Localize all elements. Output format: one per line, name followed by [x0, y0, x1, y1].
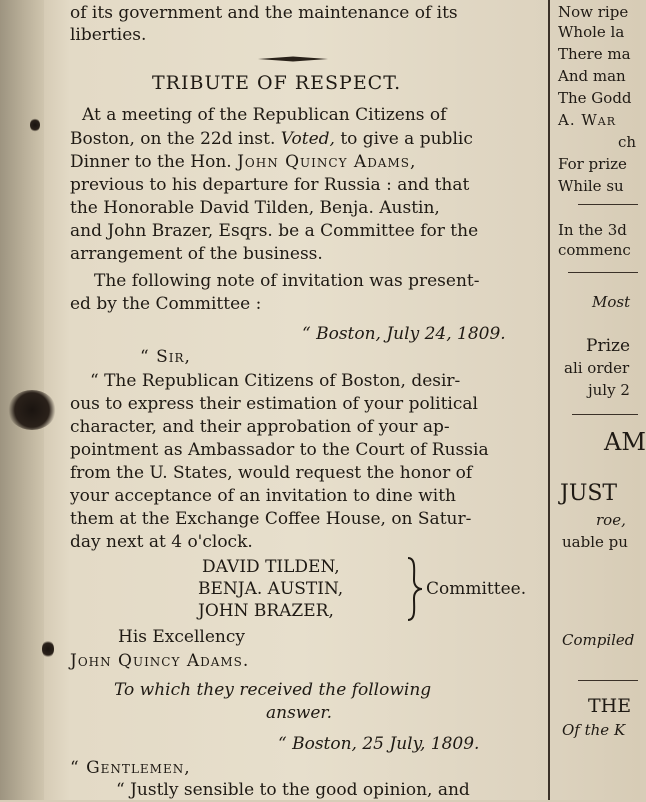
- text-line: ous to express their estimation of your political: [70, 394, 478, 414]
- addressee-name: John Quincy Adams.: [70, 651, 250, 671]
- signer: BENJA. AUSTIN,: [198, 579, 344, 599]
- dateline: “ Boston, 25 July, 1809.: [278, 734, 480, 754]
- text-line: Most: [592, 293, 631, 311]
- text-line: arrangement of the business.: [70, 244, 323, 264]
- text-line: Dinner to the Hon. John Quincy Adams,: [70, 152, 417, 172]
- text-line: day next at 4 o'clock.: [70, 532, 253, 552]
- text-line: Now ripe: [558, 3, 629, 21]
- text-line: Of the K: [562, 721, 626, 739]
- text-line: liberties.: [70, 25, 147, 45]
- text-line: answer.: [266, 703, 333, 723]
- ink-spot: [42, 640, 54, 658]
- text-line: ch: [618, 133, 637, 151]
- text-line: roe,: [596, 511, 626, 529]
- text-line: AM: [604, 428, 646, 456]
- text-line: There ma: [558, 45, 631, 63]
- text-line: The Godd: [558, 89, 632, 107]
- text-line: your acceptance of an invitation to dine with: [70, 486, 456, 506]
- text-line: While su: [558, 177, 624, 195]
- text-line: pointment as Ambassador to the Court of Russia: [70, 440, 489, 460]
- text-line: previous to his departure for Russia : and that: [70, 175, 470, 195]
- divider: [568, 272, 638, 273]
- ink-spot: [30, 118, 40, 132]
- main-column: [70, 0, 542, 800]
- text-line: Compiled: [562, 631, 635, 649]
- text-line: commenc: [558, 241, 631, 259]
- text-line: Whole la: [558, 23, 625, 41]
- right-column: [558, 0, 646, 800]
- committee-label: Committee.: [426, 579, 527, 599]
- signer: JOHN BRAZER,: [198, 601, 334, 621]
- text-line: Boston, on the 22d inst. Voted, to give a public: [70, 129, 473, 149]
- text-line: “ Justly sensible to the good opinion, and: [116, 780, 470, 800]
- text-line: uable pu: [562, 533, 628, 551]
- text-line: To which they received the following: [114, 680, 432, 700]
- text-line: Prize: [586, 336, 631, 356]
- salutation: “ Gentlemen,: [70, 758, 191, 778]
- text-line: In the 3d: [558, 221, 627, 239]
- text-line: His Excellency: [118, 627, 245, 647]
- text-line: character, and their approbation of your ap-: [70, 417, 450, 437]
- divider: [578, 204, 638, 205]
- text-line: For prize: [558, 155, 627, 173]
- article-heading: TRIBUTE OF RESPECT.: [152, 72, 402, 94]
- text-line: At a meeting of the Republican Citizens of: [82, 105, 447, 125]
- column-rule: [548, 0, 550, 800]
- text-line: ali order: [564, 359, 630, 377]
- burn-mark: [8, 390, 56, 430]
- text-line: A. War: [558, 111, 617, 129]
- text-line: july 2: [588, 381, 630, 399]
- divider: [572, 414, 638, 415]
- text-line: And man: [558, 67, 626, 85]
- divider: [578, 680, 638, 681]
- text-line: JUST: [560, 481, 618, 506]
- text-line: the Honorable David Tilden, Benja. Austin,: [70, 198, 440, 218]
- text-line: and John Brazer, Esqrs. be a Committee for the: [70, 221, 479, 241]
- text-line: “ The Republican Citizens of Boston, desir-: [90, 371, 461, 391]
- text-line: from the U. States, would request the honor of: [70, 463, 473, 483]
- salutation: “ Sir,: [140, 347, 191, 367]
- text-line: The following note of invitation was present-: [94, 271, 480, 291]
- text-line: ed by the Committee :: [70, 294, 262, 314]
- text-line: of its government and the maintenance of its: [70, 3, 458, 23]
- brace-icon: [404, 556, 426, 622]
- text-line: them at the Exchange Coffee House, on Satur-: [70, 509, 472, 529]
- signer: DAVID TILDEN,: [202, 557, 340, 577]
- ornament-divider: [258, 56, 328, 62]
- text-line: THE: [588, 695, 632, 717]
- dateline: “ Boston, July 24, 1809.: [302, 324, 506, 344]
